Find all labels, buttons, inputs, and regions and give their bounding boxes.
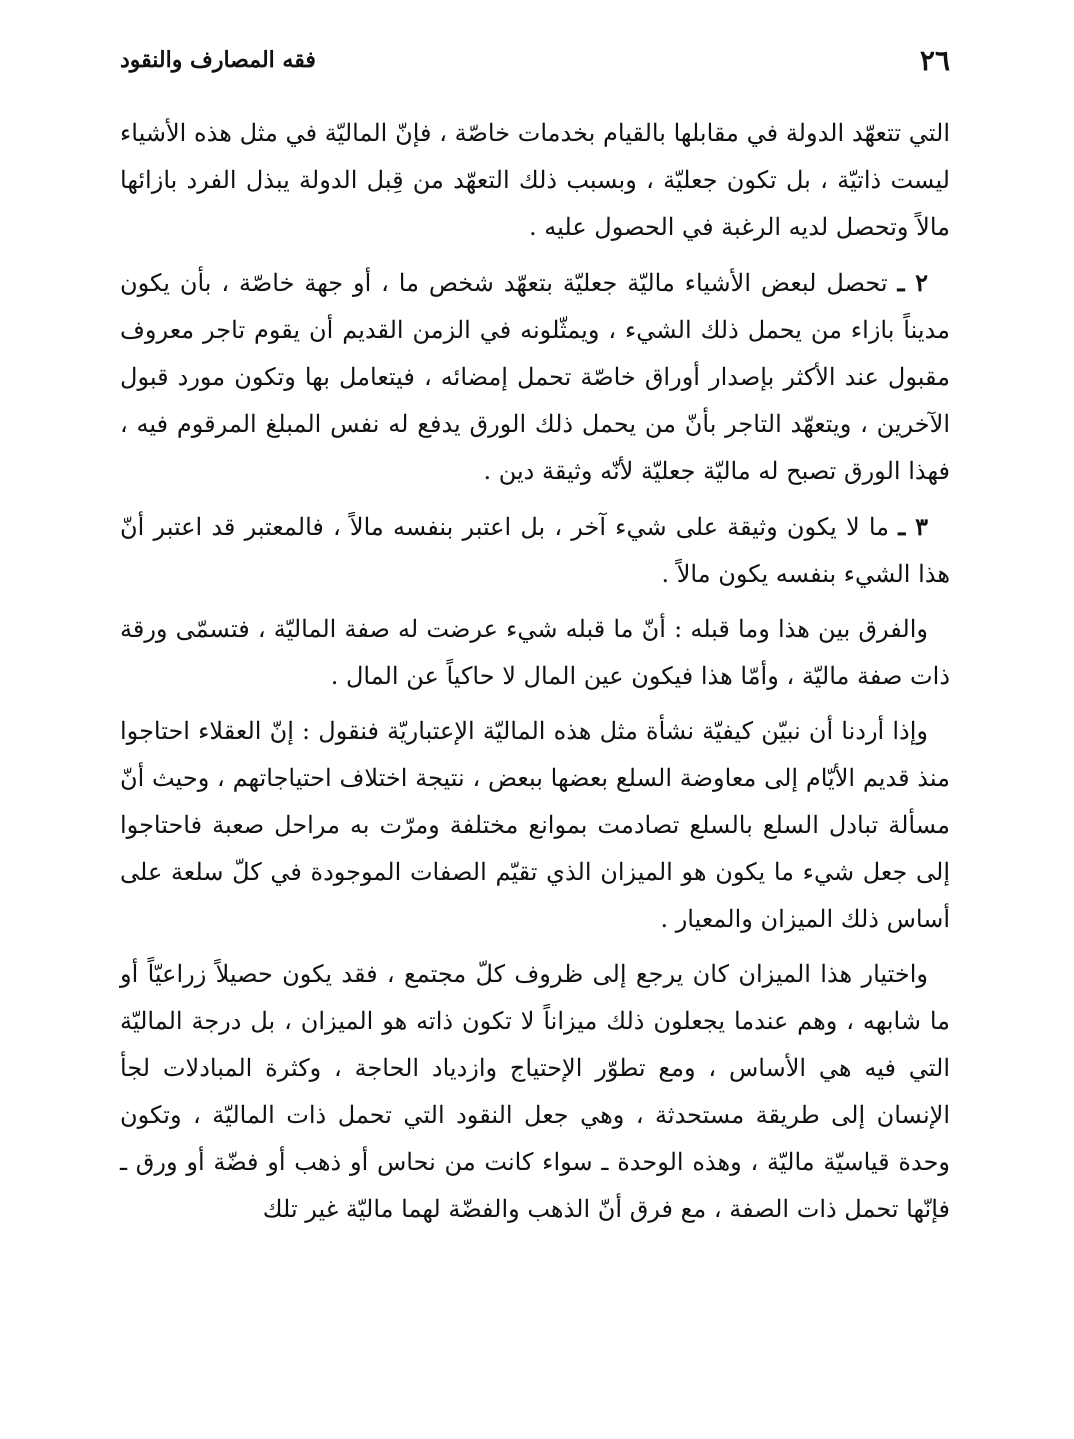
paragraph-1-text: التي تتعهّد الدولة في مقابلها بالقيام بخدمات خاصّة ، فإنّ الماليّة في مثل هذه الأشياء ليست ذاتيّة ، بل تكون جعليّة ، وبسبب ذلك التعهّد من قِبل الدولة يبذل الفرد بازائها مالاً وتحصل لديه الرغبة في الحصول عليه . [120, 119, 950, 241]
paragraph-5-text: وإذا أردنا أن نبيّن كيفيّة نشأة مثل هذه الماليّة الإعتباريّة فنقول : إنّ العقلاء احتاجوا منذ قديم الأيّام إلى معاوضة السلع بعضها ببعض ، نتيجة اختلاف احتياجاتهم ، وحيث أنّ مسألة تبادل السلع بالسلع تصادمت بموانع مختلفة ومرّت به مراحل صعبة فاحتاجوا إلى جعل شيء ما يكون هو الميزان الذي تقيّم الصفات الموجودة في كلّ سلعة على أساس ذلك الميزان والمعيار . [120, 717, 950, 933]
paragraph-4 [120, 606, 950, 700]
paragraph-2-number: ٢ ـ [897, 268, 928, 297]
paragraph-2-text: تحصل لبعض الأشياء ماليّة جعليّة بتعهّد شخص ما ، أو جهة خاصّة ، بأن يكون مديناً بازاء من يحمل ذلك الشيء ، ويمثّلونه في الزمن القديم أن يقوم تاجر معروف مقبول عند الأكثر بإصدار أوراق خاصّة تحمل إمضائه ، فيتعامل بها وتكون مورد قبول الآخرين ، ويتعهّد التاجر بأنّ من يحمل ذلك الورق يدفع له نفس المبلغ المرقوم فيه ، فهذا الورق تصبح له ماليّة جعليّة لأنّه وثيقة دين . [120, 269, 950, 485]
paragraph-5 [120, 708, 950, 943]
paragraph-4-text: والفرق بين هذا وما قبله : أنّ ما قبله شيء عرضت له صفة الماليّة ، فتسمّى ورقة ذات صفة ماليّة ، وأمّا هذا فيكون عين المال لا حاكياً عن المال . [120, 615, 950, 690]
paragraph-6-text: واختيار هذا الميزان كان يرجع إلى ظروف كلّ مجتمع ، فقد يكون حصيلاً زراعيّاً أو ما شابهه ، وهم عندما يجعلون ذلك ميزاناً لا تكون ذاته هو الميزان ، بل درجة الماليّة التي فيه هي الأساس ، ومع تطوّر الإحتياج وازدياد الحاجة ، وكثرة المبادلات لجأ الإنسان إلى طريقة مستحدثة ، وهي جعل النقود التي تحمل ذات الماليّة ، وتكون وحدة قياسيّة ماليّة ، وهذه الوحدة ـ سواء كانت من نحاس أو ذهب أو فضّة أو ورق ـ فإنّها تحمل ذات الصفة ، مع فرق أنّ الذهب والفضّة لهما ماليّة غير تلك [120, 960, 950, 1223]
paragraph-2 [120, 259, 950, 495]
paragraph-3-text: ما لا يكون وثيقة على شيء آخر ، بل اعتبر بنفسه مالاً ، فالمعتبر قد اعتبر أنّ هذا الشيء بنفسه يكون مالاً . [120, 513, 950, 588]
page-number: ٢٦ [919, 43, 950, 77]
paragraph-3-number: ٣ ـ [898, 512, 929, 541]
running-header [120, 40, 950, 80]
body-text [120, 110, 950, 1241]
paragraph-6 [120, 951, 950, 1233]
paragraph-1 [120, 110, 950, 251]
paragraph-3 [120, 503, 950, 598]
book-title: فقه المصارف والنقود [120, 47, 316, 73]
